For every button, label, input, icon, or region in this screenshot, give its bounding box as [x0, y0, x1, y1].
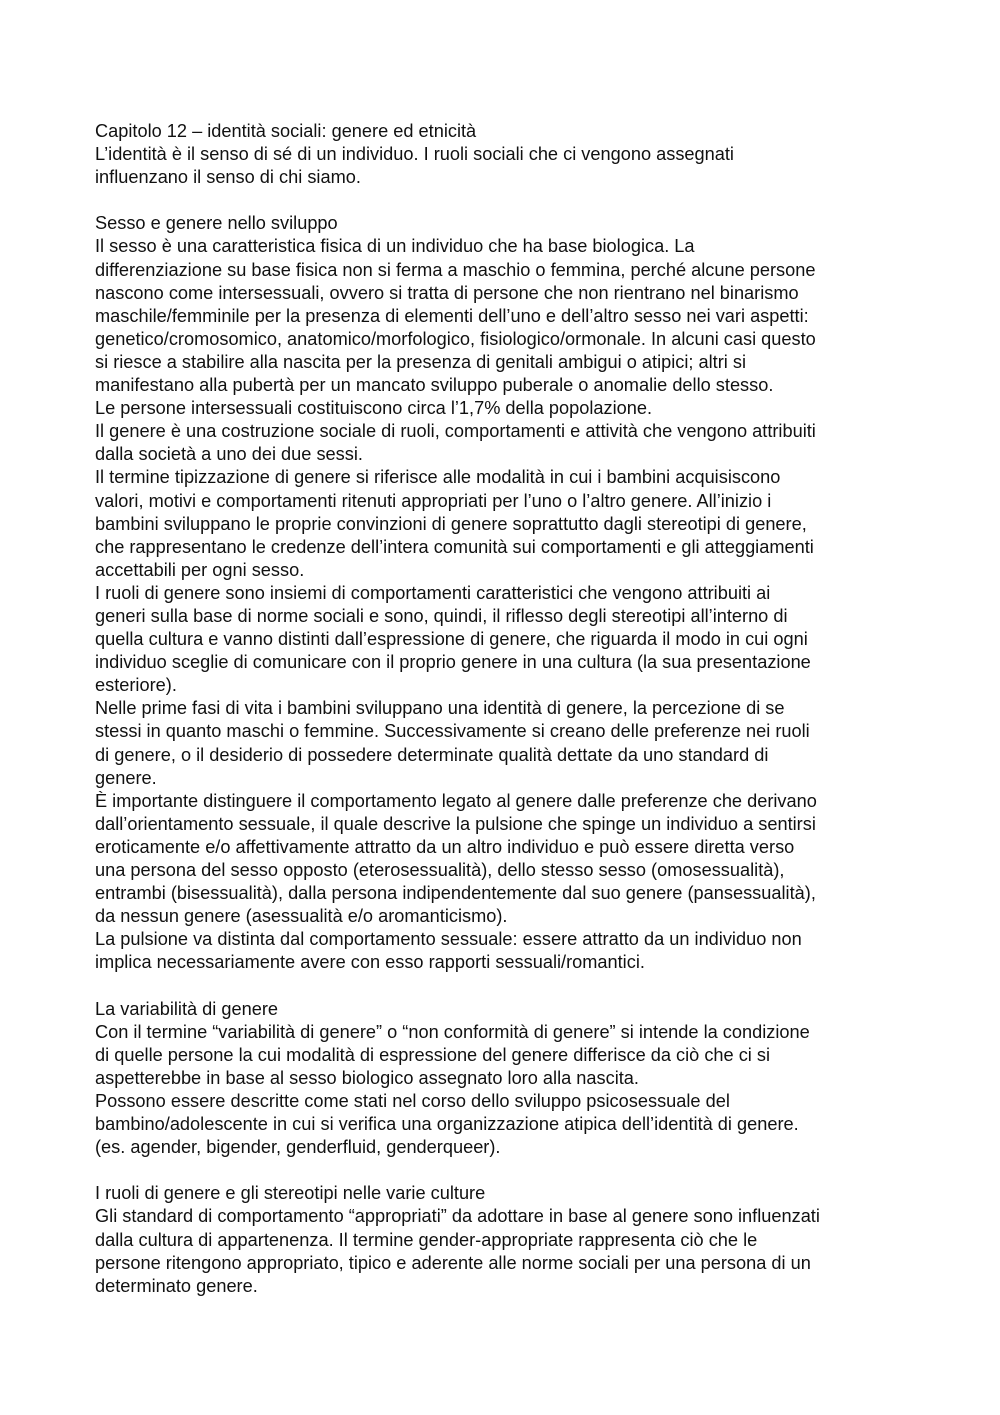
text-line: una persona del sesso opposto (eterosessualità), dello stesso sesso (omosessualità), [95, 860, 785, 880]
text-line: influenzano il senso di chi siamo. [95, 167, 361, 188]
text-line: dall’orientamento sessuale, il quale descrive la pulsione che spinge un individuo a sentirsi [95, 813, 816, 834]
text-line: aspetterebbe in base al sesso biologico assegnato loro alla nascita. [95, 1067, 639, 1088]
text-line: Con il termine “variabilità di genere” o “non conformità di genere” si intende la condizione [95, 1021, 810, 1042]
text-line: accettabili per ogni sesso. [95, 559, 305, 580]
text-line: La variabilità di genere [95, 998, 279, 1019]
text-line: genetico/cromosomico, anatomico/morfologico, fisiologico/ormonale. In alcuni casi questo [95, 328, 816, 349]
text-line: Il termine tipizzazione di genere si riferisce alle modalità in cui i bambini acquisiscono [95, 467, 781, 488]
text-line: nascono come intersessuali, ovvero si tratta di persone che non rientrano nel binarismo [95, 282, 799, 303]
text-line: individuo sceglie di comunicare con il proprio genere in una cultura (la sua presentazione [95, 652, 811, 673]
text-line: (es. agender, bigender, genderfluid, genderqueer). [95, 1137, 501, 1158]
text-line: quella cultura e vanno distinti dall’espressione di genere, che riguarda il modo in cui ogni [95, 629, 808, 650]
text-line: I ruoli di genere sono insiemi di comportamenti caratteristici che vengono attribuiti ai [95, 582, 771, 603]
text-line: di quelle persone la cui modalità di espressione del genere differisce da ciò che ci si [95, 1044, 771, 1065]
text-line: entrambi (bisessualità), dalla persona indipendentemente dal suo genere (pansessualità), [95, 883, 816, 904]
text-line: Le persone intersessuali costituiscono circa l’1,7% della popolazione. [95, 398, 653, 419]
text-line: che rappresentano le credenze dell’intera comunità sui comportamenti e gli atteggiamenti [95, 536, 814, 557]
text-line: genere. [95, 767, 157, 788]
text-line: manifestano alla pubertà per un mancato sviluppo puberale o anomalie dello stesso. [95, 375, 774, 396]
text-line: Possono essere descritte come stati nel corso dello sviluppo psicosessuale del [95, 1090, 730, 1111]
text-line: implica necessariamente avere con esso rapporti sessuali/romantici. [95, 952, 645, 973]
text-line: Capitolo 12 – identità sociali: genere ed etnicità [95, 121, 477, 141]
text-line: da nessun genere (asessualità e/o aromanticismo). [95, 906, 508, 927]
text-line: I ruoli di genere e gli stereotipi nelle varie culture [95, 1183, 486, 1204]
text-line: Gli standard di comportamento “appropriati” da adottare in base al genere sono influenzati [95, 1206, 820, 1227]
text-line: esteriore). [95, 675, 177, 696]
text-line: determinato genere. [95, 1275, 258, 1296]
blank-line [95, 189, 915, 212]
document-body [95, 120, 915, 1298]
text-line: Il sesso è una caratteristica fisica di un individuo che ha base biologica. La [95, 236, 695, 257]
text-line: bambino/adolescente in cui si verifica una organizzazione atipica dell’identità di genere. [95, 1114, 799, 1135]
text-line: È importante distinguere il comportamento legato al genere dalle preferenze che derivano [95, 790, 817, 811]
text-line: valori, motivi e comportamenti ritenuti appropriati per l’uno o l’altro genere. All’inizio i [95, 490, 772, 511]
text-line: di genere, o il desiderio di possedere determinate qualità dettate da uno standard di [95, 744, 769, 765]
text-line: L’identità è il senso di sé di un individuo. I ruoli sociali che ci vengono assegnati [95, 144, 734, 165]
text-line: dalla società a uno dei due sessi. [95, 444, 363, 465]
text-line: persone ritengono appropriato, tipico e aderente alle norme sociali per una persona di un [95, 1252, 811, 1273]
text-line: La pulsione va distinta dal comportamento sessuale: essere attratto da un individuo non [95, 929, 802, 950]
text-line: eroticamente e/o affettivamente attratto da un altro individuo e può essere diretta verso [95, 836, 795, 857]
text-line: Sesso e genere nello sviluppo [95, 213, 338, 234]
text-line: maschile/femminile per la presenza di elementi dell’uno e dell’altro sesso nei vari aspetti: [95, 305, 809, 326]
text-line: differenziazione su base fisica non si ferma a maschio o femmina, perché alcune persone [95, 259, 816, 280]
blank-line [95, 1159, 915, 1182]
text-line: si riesce a stabilire alla nascita per la presenza di genitali ambigui o atipici; altri si [95, 351, 747, 372]
text-line: Il genere è una costruzione sociale di ruoli, comportamenti e attività che vengono attribuiti [95, 421, 816, 442]
text-line: Nelle prime fasi di vita i bambini sviluppano una identità di genere, la percezione di se [95, 698, 785, 719]
blank-line [95, 974, 915, 997]
text-line: stessi in quanto maschi o femmine. Successivamente si creano delle preferenze nei ruoli [95, 721, 810, 742]
text-line: generi sulla base di norme sociali e sono, quindi, il riflesso degli stereotipi all’interno di [95, 605, 788, 626]
text-line: bambini sviluppano le proprie convinzioni di genere soprattutto dagli stereotipi di genere, [95, 513, 807, 534]
text-line: dalla cultura di appartenenza. Il termine gender-appropriate rappresenta ciò che le [95, 1229, 758, 1250]
